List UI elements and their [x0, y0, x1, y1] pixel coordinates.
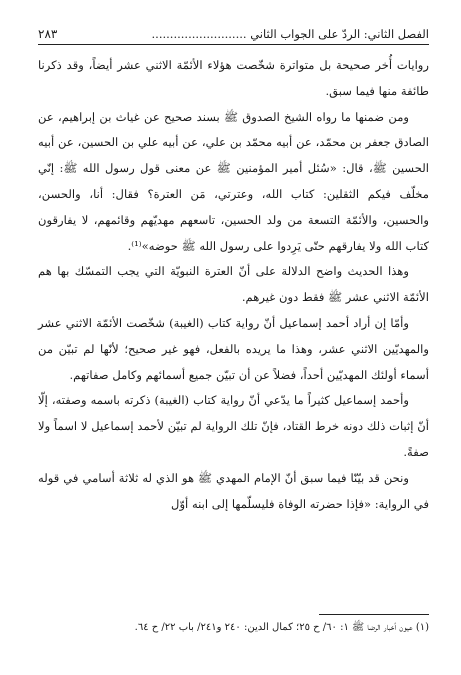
paragraph-6: ونحن قد بيّنّا فيما سبق أنّ الإمام المهدي ﷺ هو الذي له ثلاثة أسامي في قوله في الرواية: «فإذا حضرته الوفاة فليسلّمها إلى ابنه أوّل [38, 470, 429, 511]
paragraph-4: وأمّا إن أراد أحمد إسماعيل أنّ رواية كتاب (الغيبة) شخّصت الأئمّة الاثني عشر والمهديّين الاثني عشر، وهذا ما يريده بالفعل، فهو غير صحيح؛ لأنّها لم تبيّن من أسماء أولئك المهديّين أحداً، فضلاً عن أن تبيّن جميع أسمائهم وكامل صفاتهم. [38, 315, 429, 382]
footnote: (١) عيون أخبار الرضا ﷺ ١: ٦٠/ ح ٢٥؛ كمال الدين: ٢٤٠ و٢٤١/ باب ٢٢/ ح ٦٤. [134, 622, 429, 633]
paragraph-3: وهذا الحديث واضح الدلالة على أنّ العترة النبويّة التي يجب التمسّك بها هم الأئمّة الاثني عشر ﷺ فقط دون غيرهم. [38, 264, 429, 305]
paragraph-5: وأحمد إسماعيل كثيراً ما يدّعي أنّ رواية كتاب (الغيبة) ذكرته باسمه وصفته، إلّا أنّ إثبات ذلك دونه خرط القتاد، فإنّ تلك الرواية لم تبيّن لأحمد إسماعيل لا اسماً ولا صفةً. [38, 393, 429, 459]
header-dots: .......................... [151, 27, 247, 41]
paragraph-1: روايات أُخر صحيحة بل متواترة شخّصت هؤلاء الأئمّة الاثني عشر أيضاً، وقد ذكرنا طائفة منها فيما سبق. [38, 58, 429, 98]
paragraph-2: ومن ضمنها ما رواه الشيخ الصدوق ﷺ بسند صحيح عن غياث بن إبراهيم، عن الصادق جعفر بن محمّد، عن أبيه محمّد بن علي، عن أبيه علي بن الحسين، عن أبيه الحسين ﷺ، قال: «سُئل أمير المؤمنين ﷺ عن معنى قول رسول الله ﷺ: إنّي مخلّف فيكم الثقلين: كتاب الله، وعترتي، مَن العترة؟ فقال: أنا، والحسن، والحسين، والأئمّة التسعة من ولد الحسين، تاسعهم مهديّهم وقائمهم، لا يفارقون كتاب الله ولا يفارقهم حتّى يَرِدوا على رسول الله ﷺ حوضه»⁽¹⁾. [38, 109, 429, 253]
chapter-title [152, 26, 429, 42]
body-text [38, 53, 429, 517]
book-page [38, 26, 429, 656]
running-header [38, 26, 429, 45]
chapter-title-text: الفصل الثاني: الردّ على الجواب الثاني [250, 27, 429, 41]
page-number: ٢٨٣ [38, 27, 58, 41]
footnote-divider [319, 614, 429, 615]
